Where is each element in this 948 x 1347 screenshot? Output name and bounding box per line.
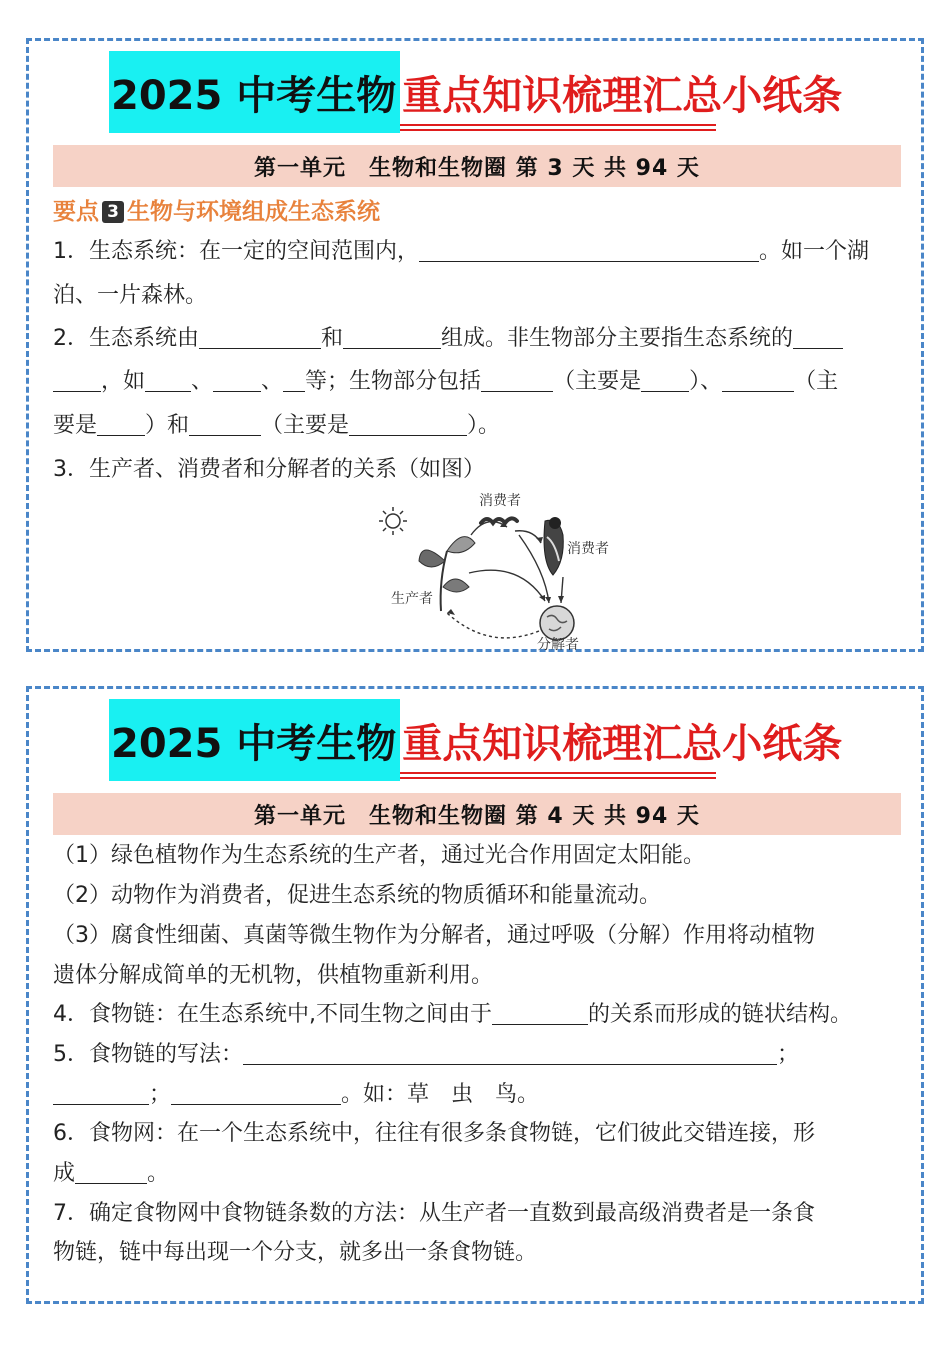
text-segment: ； — [149, 1082, 172, 1107]
label-decomposer: 分解者 — [537, 637, 579, 653]
text-segment: 。如一个湖 — [759, 239, 870, 264]
text-segment: （主要是 — [553, 369, 642, 394]
text-line — [53, 324, 903, 354]
text-segment: 的关系而形成的链状结构。 — [588, 1002, 853, 1027]
text-line — [53, 1040, 903, 1070]
text-segment: 3．生产者、消费者和分解者的关系（如图） — [53, 457, 485, 482]
fill-blank[interactable] — [97, 413, 145, 436]
text-segment: 7．确定食物网中食物链条数的方法：从生产者一直数到最高级消费者是一条食 — [53, 1201, 815, 1226]
text-line — [53, 1159, 903, 1189]
text-segment: ）、 — [689, 369, 723, 394]
sun-icon — [379, 507, 407, 535]
key-point-text: 生物与环境组成生态系统 — [127, 199, 380, 225]
ecosystem-cycle-diagram — [359, 491, 609, 653]
fill-blank[interactable] — [171, 1082, 341, 1105]
key-point-title — [53, 193, 380, 226]
text-segment: （主 — [794, 369, 839, 394]
text-segment: 4．食物链：在生态系统中,不同生物之间由于 — [53, 1002, 492, 1027]
fill-blank[interactable] — [793, 326, 843, 349]
title-double-underline — [400, 124, 716, 131]
text-segment: ）和 — [145, 413, 190, 438]
decomposer-icon — [540, 606, 574, 640]
fill-blank[interactable] — [283, 369, 305, 392]
fill-blank[interactable] — [75, 1161, 147, 1184]
key-point-prefix: 要点 — [53, 199, 99, 225]
text-segment: （2）动物作为消费者，促进生态系统的物质循环和能量流动。 — [53, 883, 661, 908]
text-line — [53, 881, 903, 911]
title-red — [400, 712, 842, 769]
fill-blank[interactable] — [481, 369, 553, 392]
title-highlight: 2025 中考生物 — [109, 51, 400, 133]
text-segment: 1．生态系统：在一定的空间范围内， — [53, 239, 419, 264]
text-segment: 遗体分解成简单的无机物，供植物重新利用。 — [53, 963, 494, 988]
fill-blank[interactable] — [145, 369, 191, 392]
text-segment: 。 — [147, 1161, 170, 1186]
text-segment: 物链，链中每出现一个分支，就多出一条食物链。 — [53, 1240, 538, 1265]
fill-blank[interactable] — [199, 326, 321, 349]
note-card-day4 — [26, 686, 924, 1304]
text-segment: （主要是 — [261, 413, 350, 438]
text-line — [53, 841, 903, 871]
title-red-text: 重点知识梳理汇总小纸条 — [402, 72, 843, 119]
fill-blank[interactable] — [349, 413, 467, 436]
text-line — [53, 237, 903, 267]
title-red — [400, 64, 842, 121]
text-line — [53, 1080, 903, 1110]
fill-blank[interactable] — [419, 239, 759, 262]
text-segment: 泊、一片森林。 — [53, 283, 208, 308]
label-consumer-1: 消费者 — [479, 493, 521, 509]
title-red-text: 重点知识梳理汇总小纸条 — [402, 720, 843, 767]
bird-consumer-icon — [544, 517, 563, 575]
text-segment: 成 — [53, 1161, 76, 1186]
text-line — [53, 1119, 903, 1149]
title-double-underline — [400, 772, 716, 779]
label-consumer-2: 消费者 — [567, 541, 609, 557]
fill-blank[interactable] — [53, 369, 101, 392]
text-line — [53, 367, 903, 397]
text-line — [53, 1238, 903, 1268]
fill-blank[interactable] — [53, 1082, 149, 1105]
text-segment: 组成。非生物部分主要指生态系统的 — [441, 326, 794, 351]
label-producer: 生产者 — [391, 591, 433, 607]
text-segment: ，如 — [101, 369, 146, 394]
text-line — [53, 281, 903, 311]
card-title — [109, 699, 842, 781]
text-segment: （1）绿色植物作为生态系统的生产者，通过光合作用固定太阳能。 — [53, 843, 705, 868]
text-line — [53, 455, 903, 485]
title-highlight: 2025 中考生物 — [109, 699, 400, 781]
fill-blank[interactable] — [641, 369, 689, 392]
unit-bar: 第一单元 生物和生物圈 第 4 天 共 94 天 — [53, 793, 901, 835]
text-segment: 等；生物部分包括 — [305, 369, 482, 394]
fill-blank[interactable] — [243, 1042, 777, 1065]
text-segment: 和 — [321, 326, 344, 351]
number-badge: 3 — [102, 201, 124, 223]
fill-blank[interactable] — [343, 326, 441, 349]
fill-blank[interactable] — [492, 1002, 588, 1025]
text-segment: 6．食物网：在一个生态系统中，往往有很多条食物链，它们彼此交错连接，形 — [53, 1121, 815, 1146]
text-segment: （3）腐食性细菌、真菌等微生物作为分解者，通过呼吸（分解）作用将动植物 — [53, 923, 815, 948]
unit-bar: 第一单元 生物和生物圈 第 3 天 共 94 天 — [53, 145, 901, 187]
card-title — [109, 51, 842, 133]
text-line — [53, 961, 903, 991]
text-segment: 要是 — [53, 413, 98, 438]
text-segment: ）。 — [467, 413, 501, 438]
text-segment: 、 — [191, 369, 214, 394]
text-segment: 2．生态系统由 — [53, 326, 199, 351]
text-line — [53, 921, 903, 951]
text-segment: 5．食物链的写法： — [53, 1042, 243, 1067]
text-line — [53, 1000, 903, 1030]
text-segment: 。如：草 虫 鸟。 — [341, 1082, 540, 1107]
text-segment: ； — [777, 1042, 800, 1067]
text-line — [53, 1199, 903, 1229]
fill-blank[interactable] — [189, 413, 261, 436]
note-card-day3 — [26, 38, 924, 652]
fill-blank[interactable] — [722, 369, 794, 392]
text-line — [53, 411, 903, 441]
text-segment: 、 — [261, 369, 284, 394]
fill-blank[interactable] — [213, 369, 261, 392]
